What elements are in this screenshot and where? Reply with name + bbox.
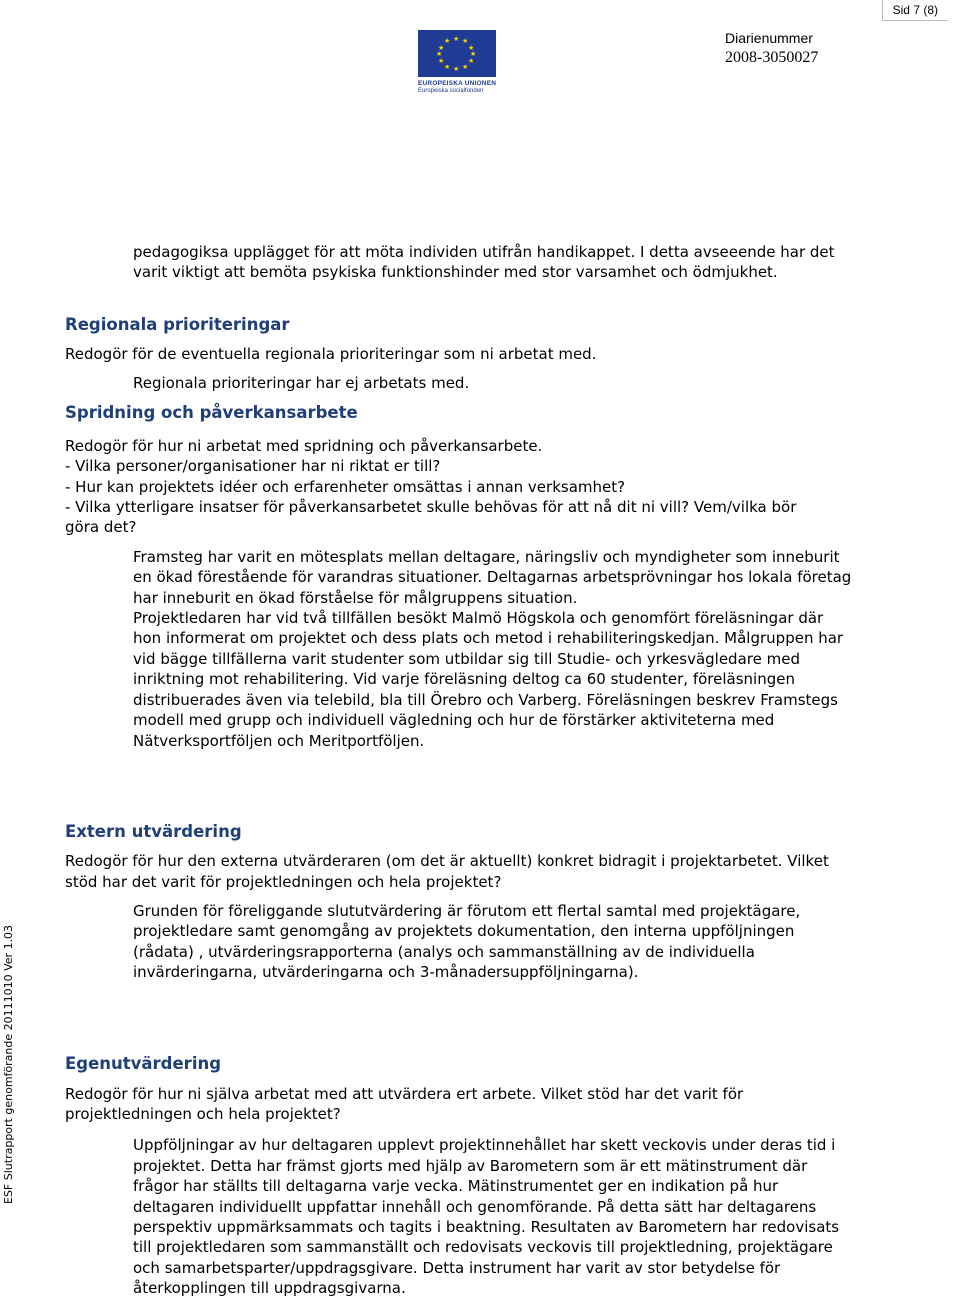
- spridning-answer-line: distribuerades även via telebild, bla till Örebro och Varberg. Föreläsningen beskrev Framstegs: [133, 691, 838, 709]
- spridning-answer-line: Projektledaren har vid två tillfällen besökt Malmö Högskola och genomfört föreläsningar där: [133, 609, 824, 627]
- diary-number: 2008-3050027: [725, 49, 819, 66]
- egen-answer-line: perspektiv uppmärksammats och tagits i beaktning. Resultaten av Barometern har redovisats: [133, 1218, 840, 1236]
- section-heading-extern: Extern utvärdering: [65, 822, 242, 841]
- spridning-answer-line: modell med grupp och individuell vägledning och hur de förstärker aktiviteterna med: [133, 711, 775, 729]
- egen-answer-line: frågor har ställts till deltagarna varje vecka. Mätinstrumentet ger en indikation på hur: [133, 1177, 779, 1195]
- spridning-question-line: göra det?: [65, 518, 137, 536]
- section-heading-egen: Egenutvärdering: [65, 1054, 222, 1073]
- spridning-answer-line: inriktning mot rehabilitering. Vid varje föreläsning deltog ca 60 studenter, föreläsningen: [133, 670, 795, 688]
- eu-flag-icon: ★ ★ ★ ★ ★ ★ ★ ★ ★ ★ ★ ★: [418, 30, 496, 77]
- spridning-answer-line: en ökad förestående för varandras situationer. Deltagarnas arbetsprövningar hos lokala företag: [133, 568, 852, 586]
- spridning-answer-line: har inneburit en ökad förståelse för målgruppens situation.: [133, 589, 578, 607]
- page-number: Sid 7 (8): [882, 0, 948, 21]
- spridning-question-line: - Vilka ytterligare insatser för påverkansarbetet skulle behövas för att nå dit ni vill? Vem/vilka bör: [65, 498, 797, 516]
- logo-caption-1: EUROPEISKA UNIONEN: [418, 80, 497, 87]
- logo-caption-2: Europeiska socialfonden: [418, 88, 484, 94]
- spridning-question-line: Redogör för hur ni arbetat med spridning och påverkansarbete.: [65, 437, 543, 455]
- spridning-answer-line: hon informerat om projektet och dess plats och metod i rehabiliteringskedjan. Målgruppen har: [133, 629, 844, 647]
- egen-answer-line: projektet. Detta har främst gjorts med hjälp av Barometern som är ett mätinstrument där: [133, 1157, 808, 1175]
- diary-label: Diarienummer: [725, 30, 813, 46]
- egen-question-line: projektledningen och hela projektet?: [65, 1105, 341, 1123]
- spridning-question-line: - Vilka personer/organisationer har ni riktat er till?: [65, 457, 441, 475]
- extern-answer-line: invärderingarna, utvärderingarna och 3-månadersuppföljningarna).: [133, 963, 639, 981]
- egen-answer-line: Uppföljningar av hur deltagaren upplevt projektinnehållet har skett veckovis under deras tid i: [133, 1136, 836, 1154]
- diary-number-block: [725, 30, 818, 67]
- egen-answer-line: deltagaren individuellt uppfattar innehåll och genomförande. På detta sätt har deltagarens: [133, 1198, 817, 1216]
- egen-answer-line: till projektledaren som sammanställt och redovisats veckovis till projektledning, projektägare: [133, 1238, 833, 1256]
- extern-question-line: Redogör för hur den externa utvärderaren (om det är aktuellt) konkret bidragit i projektarbetet. Vilket: [65, 852, 829, 870]
- eu-logo: [418, 30, 498, 102]
- intro-line: varit viktigt att bemöta psykiska funktionshinder med stor varsamhet och ödmjukhet.: [133, 263, 778, 281]
- spridning-question-line: - Hur kan projektets idéer och erfarenheter omsättas i annan verksamhet?: [65, 478, 626, 496]
- section-heading-regional: Regionala prioriteringar: [65, 315, 290, 334]
- side-footer-text: ESF Slutrapport genomförande 20111010 Ver 1.03: [2, 924, 15, 1204]
- spridning-answer-line: Framsteg har varit en mötesplats mellan deltagare, näringsliv och myndigheter som inneburit: [133, 548, 840, 566]
- egen-answer-line: återkopplingen till uppdragsgivarna.: [133, 1279, 406, 1297]
- spridning-answer-line: vid bägge tillfällerna varit studenter som utbildar sig till Studie- och yrkesvägledare med: [133, 650, 800, 668]
- regional-answer: Regionala prioriteringar har ej arbetats med.: [133, 374, 470, 392]
- extern-question-line: stöd har det varit för projektledningen och hela projektet?: [65, 873, 502, 891]
- egen-answer-line: och samarbetsparter/uppdragsgivare. Detta instrument har varit av stor betydelse för: [133, 1259, 781, 1277]
- extern-answer-line: Grunden för föreliggande slututvärdering är förutom ett flertal samtal med projektägare,: [133, 902, 801, 920]
- section-heading-spridning: Spridning och påverkansarbete: [65, 403, 358, 422]
- regional-question: Redogör för de eventuella regionala prioriteringar som ni arbetat med.: [65, 345, 597, 363]
- spridning-answer-line: Nätverksportföljen och Meritportföljen.: [133, 732, 425, 750]
- intro-line: pedagogiksa upplägget för att möta individen utifrån handikappet. I detta avseeende har det: [133, 243, 835, 261]
- egen-question-line: Redogör för hur ni själva arbetat med att utvärdera ert arbete. Vilket stöd har det varit för: [65, 1085, 744, 1103]
- extern-answer-line: (rådata) , utvärderingsrapporterna (analys och sammanställning av de individuella: [133, 943, 755, 961]
- extern-answer-line: projektledare samt genomgång av projektets dokumentation, den interna uppföljningen: [133, 922, 795, 940]
